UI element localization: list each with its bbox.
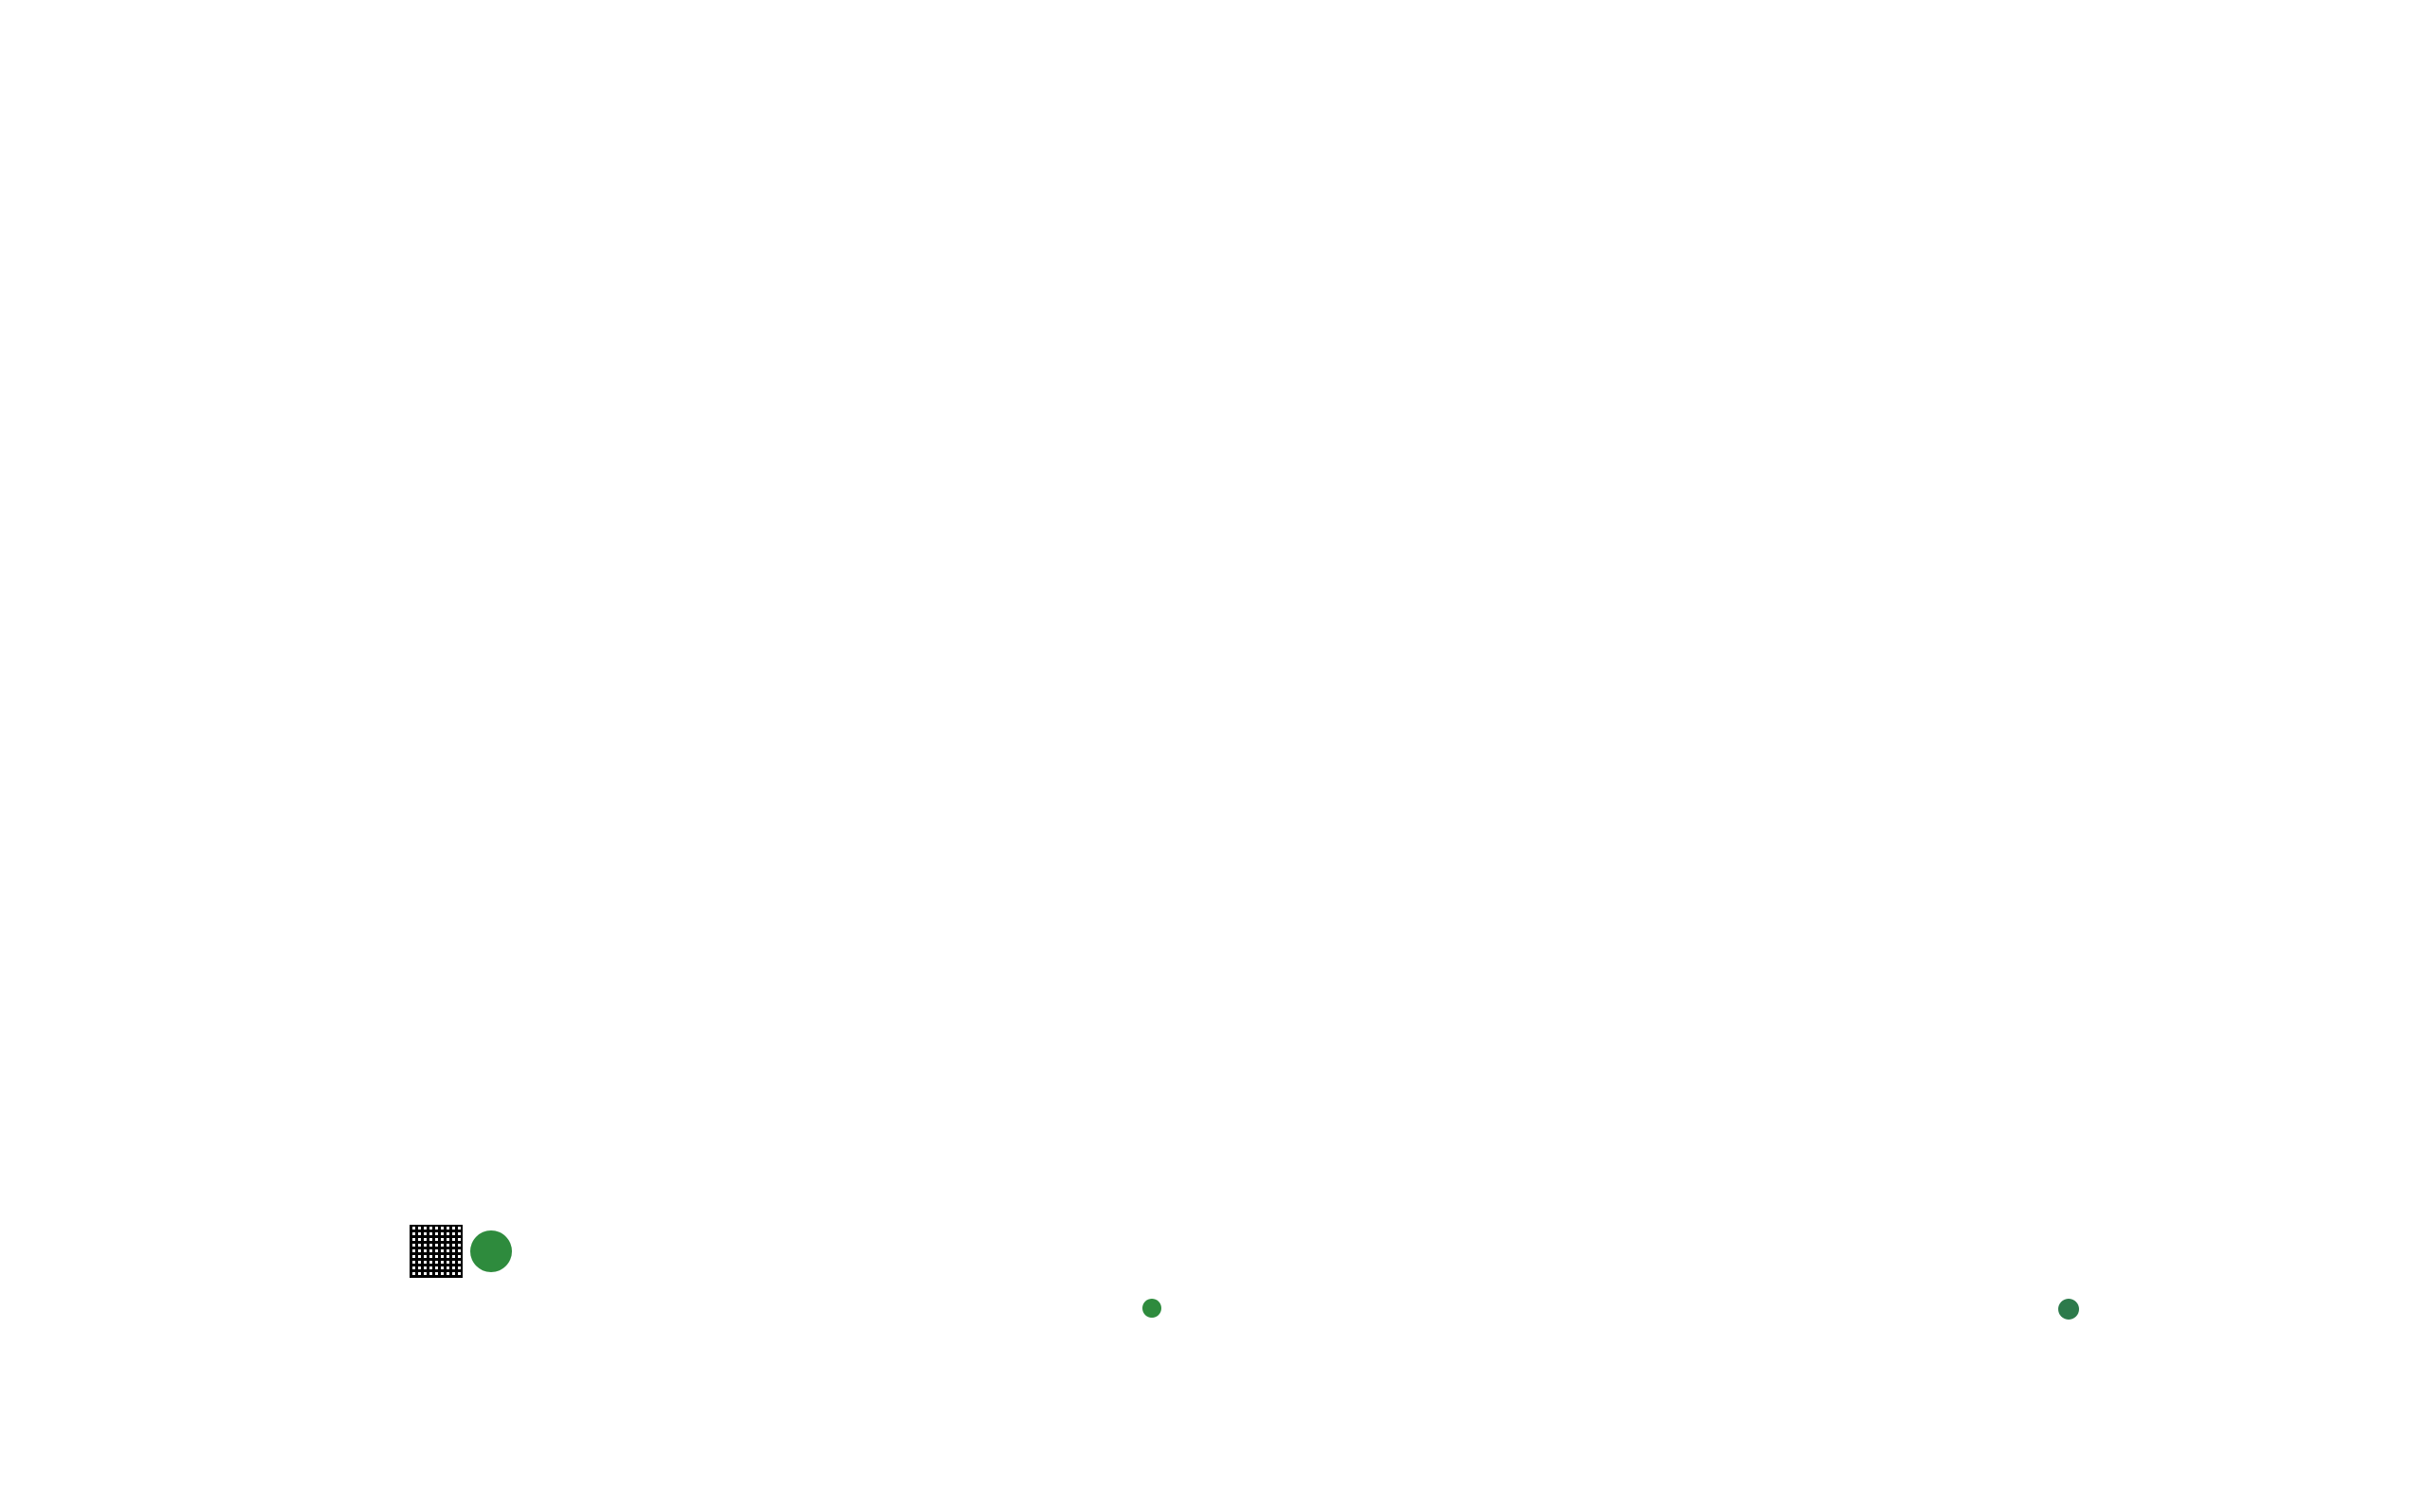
pefc-icon <box>470 1230 512 1272</box>
lavigne-dot-icon <box>2058 1299 2079 1320</box>
qr-code[interactable] <box>408 1223 465 1280</box>
calendar-grid <box>21 258 2406 1443</box>
lavigne-logo <box>2043 1299 2079 1320</box>
personalization-zone <box>0 0 2427 32</box>
leaf-icon <box>1142 1299 1161 1318</box>
imprimvert-logo <box>1142 1299 1165 1318</box>
pefc-logo-group <box>408 1223 512 1280</box>
